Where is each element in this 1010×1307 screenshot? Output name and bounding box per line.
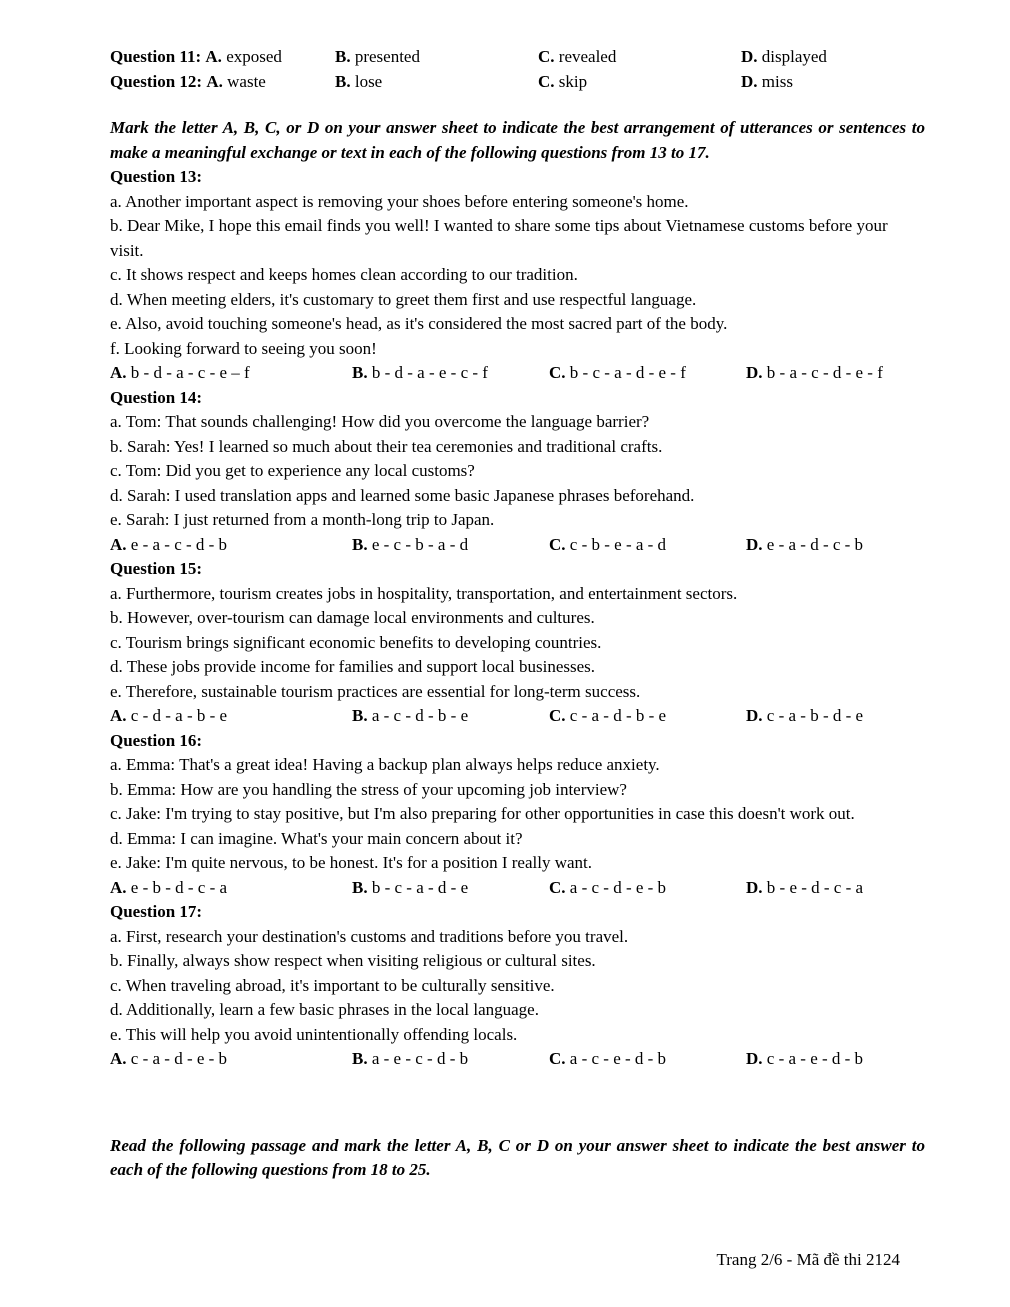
option-b-letter: B.	[335, 47, 351, 66]
question-17-title: Question 17:	[110, 902, 203, 921]
option-d-text: miss	[761, 72, 793, 91]
choice-a: A. b - d - a - c - e – f	[110, 363, 250, 382]
question-11-d	[741, 44, 925, 69]
question-12-a	[110, 69, 335, 94]
question-13-choices	[110, 361, 925, 386]
question-16-sentence-a: a. Emma: That's a great idea! Having a backup plan always helps reduce anxiety.	[110, 755, 660, 774]
option-c-letter: C.	[538, 72, 555, 91]
question-13-sentence-d: d. When meeting elders, it's customary to greet them first and use respectful language.	[110, 289, 697, 309]
option-a-letter: A.	[206, 72, 223, 91]
question-16-sentence-b: b. Emma: How are you handling the stress of your upcoming job interview?	[110, 779, 627, 799]
question-15-choices	[110, 704, 925, 729]
question-16-choices	[110, 876, 925, 901]
question-12-options	[110, 69, 925, 94]
section-instruction-arrangement: Mark the letter A, B, C, or D on your answer sheet to indicate the best arrangement of utterances or sentences to make a meaningful exchange or text in each of the following questions from 13 to 17.	[110, 118, 925, 162]
choice-c: C. c - a - d - b - e	[549, 706, 667, 725]
question-14-sentence-c: c. Tom: Did you get to experience any local customs?	[110, 461, 475, 480]
choice-b: B. b - c - a - d - e	[352, 877, 469, 897]
question-12-label: Question 12:	[110, 72, 203, 91]
question-11-a	[110, 44, 335, 69]
choice-b: B. a - e - c - d - b	[352, 1049, 469, 1068]
choice-c: C. c - b - e - a - d	[549, 534, 667, 554]
question-11-options	[110, 44, 925, 69]
exam-page	[110, 44, 925, 1183]
question-17-sentence-c: c. When traveling abroad, it's important to be culturally sensitive.	[110, 975, 555, 995]
option-b-text: lose	[354, 72, 383, 91]
question-17-sentence-b: b. Finally, always show respect when visiting religious or cultural sites.	[110, 951, 596, 970]
option-d-letter: D.	[741, 72, 758, 91]
question-13-sentence-c: c. It shows respect and keeps homes clean according to our tradition.	[110, 265, 578, 284]
question-14-sentence-a: a. Tom: That sounds challenging! How did you overcome the language barrier?	[110, 412, 650, 431]
question-16-sentence-e: e. Jake: I'm quite nervous, to be honest. It's for a position I really want.	[110, 853, 593, 872]
question-11-b	[335, 44, 538, 69]
question-17-sentence-e: e. This will help you avoid unintentionally offending locals.	[110, 1024, 518, 1044]
option-d-text: displayed	[761, 47, 827, 66]
question-15-sentence-b: b. However, over-tourism can damage local environments and cultures.	[110, 608, 595, 627]
option-c-text: revealed	[558, 47, 617, 66]
choice-b: B. e - c - b - a - d	[352, 534, 469, 554]
option-a-text: exposed	[226, 47, 282, 66]
question-13-sentence-a: a. Another important aspect is removing your shoes before entering someone's home.	[110, 191, 689, 211]
choice-a: A. e - a - c - d - b	[110, 534, 228, 554]
choice-a: A. c - a - d - e - b	[110, 1049, 228, 1068]
question-17-sentence-d: d. Additionally, learn a few basic phrases in the local language.	[110, 1000, 539, 1019]
option-a-text: waste	[227, 72, 266, 91]
question-16-sentence-d: d. Emma: I can imagine. What's your main concern about it?	[110, 828, 523, 848]
choice-b: B. b - d - a - e - c - f	[352, 363, 488, 382]
question-15-sentence-e: e. Therefore, sustainable tourism practices are essential for long-term success.	[110, 681, 641, 701]
choice-d: D. c - a - b - d - e	[746, 706, 864, 725]
question-13-title: Question 13:	[110, 167, 203, 186]
choice-d: D. b - a - c - d - e - f	[746, 363, 883, 382]
choice-a: A. c - d - a - b - e	[110, 706, 228, 725]
option-c-letter: C.	[538, 47, 555, 66]
question-14-title: Question 14:	[110, 387, 203, 407]
choice-b: B. a - c - d - b - e	[352, 706, 469, 725]
question-15-title: Question 15:	[110, 559, 203, 578]
option-c-text: skip	[558, 72, 588, 91]
option-a-letter: A.	[205, 47, 222, 66]
choice-c: C. a - c - d - e - b	[549, 877, 667, 897]
choice-c: C. a - c - e - d - b	[549, 1049, 667, 1068]
option-b-letter: B.	[335, 72, 351, 91]
choice-d: D. b - e - d - c - a	[746, 877, 864, 897]
question-12-c	[538, 69, 741, 94]
question-16-title: Question 16:	[110, 730, 203, 750]
choice-a: A. e - b - d - c - a	[110, 877, 228, 897]
question-15-sentence-a: a. Furthermore, tourism creates jobs in hospitality, transportation, and entertainment sectors.	[110, 583, 738, 603]
option-d-letter: D.	[741, 47, 758, 66]
question-11-label: Question 11:	[110, 47, 202, 66]
question-17-choices	[110, 1047, 925, 1072]
question-13-sentence-f: f. Looking forward to seeing you soon!	[110, 338, 377, 358]
question-12-d	[741, 69, 925, 94]
question-13-sentence-b: b. Dear Mike, I hope this email finds you well! I wanted to share some tips about Vietnamese customs before your visit.	[110, 216, 888, 260]
question-14-choices	[110, 533, 925, 558]
question-14-sentence-d: d. Sarah: I used translation apps and learned some basic Japanese phrases beforehand.	[110, 485, 695, 505]
page-footer: Trang 2/6 - Mã đề thi 2124	[716, 1250, 900, 1269]
question-16-sentence-c: c. Jake: I'm trying to stay positive, but I'm also preparing for other opportunities in case this doesn't work out.	[110, 804, 855, 823]
question-14-sentence-e: e. Sarah: I just returned from a month-long trip to Japan.	[110, 510, 495, 529]
question-12-b	[335, 69, 538, 94]
section-instruction-reading: Read the following passage and mark the letter A, B, C or D on your answer sheet to indicate the best answer to each of the following questions from 18 to 25.	[110, 1135, 925, 1179]
question-11-c	[538, 44, 741, 69]
choice-d: D. e - a - d - c - b	[746, 534, 864, 554]
question-15-sentence-c: c. Tourism brings significant economic benefits to developing countries.	[110, 632, 602, 652]
option-b-text: presented	[354, 47, 420, 66]
choice-c: C. b - c - a - d - e - f	[549, 363, 686, 382]
question-14-sentence-b: b. Sarah: Yes! I learned so much about their tea ceremonies and traditional crafts.	[110, 436, 663, 456]
question-13-sentence-e: e. Also, avoid touching someone's head, as it's considered the most sacred part of the body.	[110, 314, 728, 333]
choice-d: D. c - a - e - d - b	[746, 1049, 864, 1068]
question-17-sentence-a: a. First, research your destination's customs and traditions before you travel.	[110, 926, 629, 946]
question-15-sentence-d: d. These jobs provide income for families and support local businesses.	[110, 657, 596, 676]
